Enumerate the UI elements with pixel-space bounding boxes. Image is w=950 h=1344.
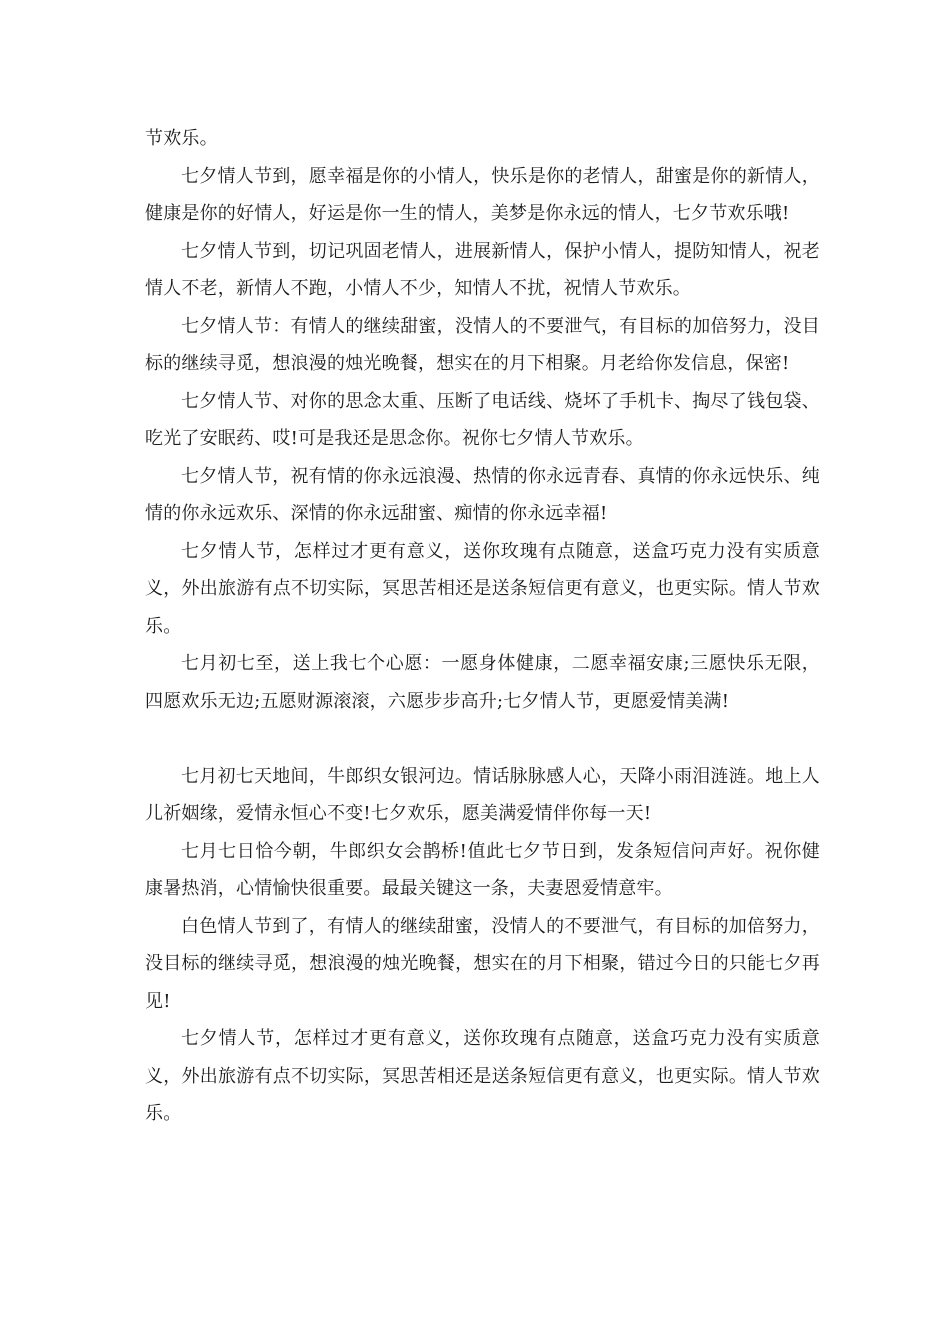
paragraph: 七月初七至，送上我七个心愿：一愿身体健康，二愿幸福安康;三愿快乐无限，四愿欢乐无边;五愿财源滚滚，六愿步步高升;七夕情人节，更愿爱情美满! (145, 653, 820, 712)
document-body (145, 120, 820, 1133)
paragraph: 七夕情人节到，切记巩固老情人，进展新情人，保护小情人，提防知情人，祝老情人不老，新情人不跑，小情人不少，知情人不扰，祝情人节欢乐。 (145, 240, 820, 299)
paragraph: 七月七日恰今朝，牛郎织女会鹊桥!值此七夕节日到，发条短信问声好。祝你健康暑热消，心情愉快很重要。最最关键这一条，夫妻恩爱情意牢。 (145, 840, 820, 899)
paragraph: 七夕情人节到，愿幸福是你的小情人，快乐是你的老情人，甜蜜是你的新情人，健康是你的好情人，好运是你一生的情人，美梦是你永远的情人，七夕节欢乐哦! (145, 165, 820, 224)
paragraph: 七夕情人节，怎样过才更有意义，送你玫瑰有点随意，送盒巧克力没有实质意义，外出旅游有点不切实际，冥思苦相还是送条短信更有意义，也更实际。情人节欢乐。 (145, 1028, 820, 1124)
paragraph: 七夕情人节，祝有情的你永远浪漫、热情的你永远青春、真情的你永远快乐、纯情的你永远欢乐、深情的你永远甜蜜、痴情的你永远幸福! (145, 465, 820, 524)
paragraph: 七夕情人节，怎样过才更有意义，送你玫瑰有点随意，送盒巧克力没有实质意义，外出旅游有点不切实际，冥思苦相还是送条短信更有意义，也更实际。情人节欢乐。 (145, 540, 820, 637)
paragraph-continued: 节欢乐。 (145, 128, 218, 149)
paragraph: 白色情人节到了，有情人的继续甜蜜，没情人的不要泄气，有目标的加倍努力，没目标的继续寻觅，想浪漫的烛光晚餐，想实在的月下相聚，错过今日的只能七夕再见! (145, 915, 820, 1012)
paragraph: 七月初七天地间，牛郎织女银河边。情话脉脉感人心，天降小雨泪涟涟。地上人儿祈姻缘，爱情永恒心不变!七夕欢乐，愿美满爱情伴你每一天! (145, 765, 820, 824)
paragraph: 七夕情人节：有情人的继续甜蜜，没情人的不要泄气，有目标的加倍努力，没目标的继续寻觅，想浪漫的烛光晚餐，想实在的月下相聚。月老给你发信息，保密! (145, 315, 820, 374)
blank-line (145, 720, 820, 758)
paragraph: 七夕情人节、对你的思念太重、压断了电话线、烧坏了手机卡、掏尽了钱包袋、吃光了安眠药、哎!可是我还是思念你。祝你七夕情人节欢乐。 (145, 390, 820, 449)
